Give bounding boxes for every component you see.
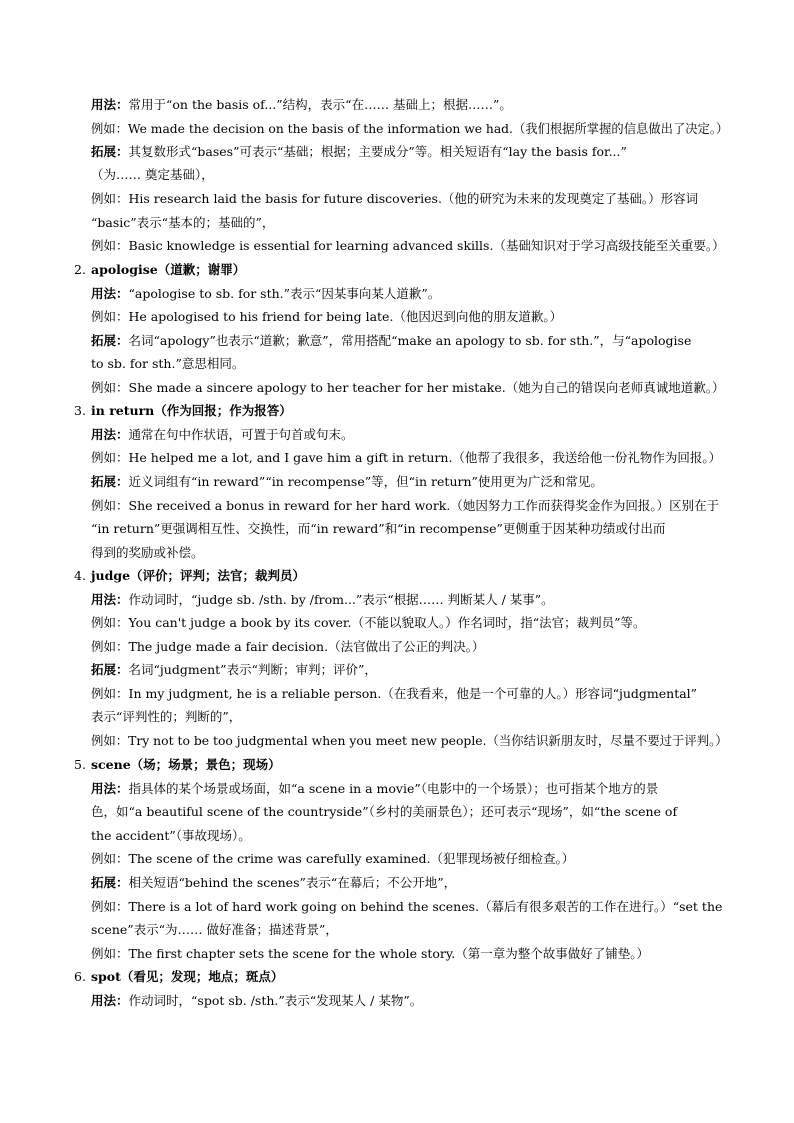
example-label: 例如：: [91, 450, 129, 465]
example-line: [91, 685, 697, 703]
expansion-label: 拓展：: [91, 474, 129, 489]
usage-text: 通常在句中作状语，可置于句首或句末。: [128, 427, 354, 442]
example-text: He helped me a lot, and I gave him a gift in return.（他帮了我很多，我送给他一份礼物作为回报。）: [128, 450, 722, 465]
example-label: 例如：: [91, 121, 128, 136]
example-cont: “basic”表示“基本的；基础的”，: [91, 215, 275, 230]
example-line: [91, 614, 646, 632]
example-line: [91, 850, 574, 868]
headword: spot: [91, 969, 121, 984]
example-text: The first chapter sets the scene for the whole story.（第一章为整个故事做好了铺垫。）: [128, 946, 650, 961]
headword: in return: [91, 403, 155, 418]
usage-text: 指具体的某个场景或场面，如“a scene in a movie”（电影中的一个场景）；也可指某个地方的景: [128, 781, 659, 796]
entry-heading: [91, 402, 292, 420]
expansion-text: 近义词组有“in reward”“in recompense”等，但“in return”使用更为广泛和常见。: [128, 474, 603, 489]
example-line: [91, 190, 698, 208]
usage-line: [91, 591, 554, 609]
expansion-label: 拓展：: [91, 333, 129, 348]
example-text: The judge made a fair decision.（法官做出了公正的判决。）: [128, 639, 485, 654]
example-line: [91, 120, 728, 138]
example-label: 例如：: [91, 191, 129, 206]
headword-meaning: （道歉；谢罪）: [157, 262, 246, 277]
usage-text: 作动词时，“judge sb. /sth. by /from...”表示“根据…… 判断某人 / 某事”。: [128, 592, 554, 607]
example-line: [91, 449, 721, 467]
example-cont: scene”表示“为…… 做好准备；描述背景”，: [91, 922, 338, 937]
example-label: 例如：: [91, 615, 129, 630]
example-text: We made the decision on the basis of the information we had.（我们根据所掌握的信息做出了决定。）: [127, 121, 729, 136]
example-label: 例如：: [91, 238, 129, 253]
example-text: You can't judge a book by its cover.（不能以貌取人。）作名词时，指“法官；裁判员”等。: [128, 615, 646, 630]
usage-label: 用法：: [91, 427, 129, 442]
usage-line: [91, 992, 422, 1010]
example-text: There is a lot of hard work going on behind the scenes.（幕后有很多艰苦的工作在进行。）“set the: [128, 899, 723, 914]
expansion-line: [91, 143, 627, 161]
expansion-cont: to sb. for sth.”意思相同。: [91, 356, 245, 371]
example-text: The scene of the crime was carefully examined.（犯罪现场被仔细检查。）: [128, 851, 575, 866]
expansion-label: 拓展：: [91, 875, 129, 890]
expansion-text: 其复数形式“bases”可表示“基础；根据；主要成分”等。相关短语有“lay the basis for...”: [128, 144, 627, 159]
usage-label: 用法：: [91, 781, 129, 796]
usage-text: 作动词时，“spot sb. /sth.”表示“发现某人 / 某物”。: [128, 993, 423, 1008]
expansion-label: 拓展：: [91, 662, 129, 677]
example-cont: 得到的奖励或补偿。: [91, 545, 204, 560]
expansion-label: 拓展：: [91, 144, 129, 159]
headword-meaning: （评价；评判；法官；裁判员）: [130, 568, 306, 583]
example-line: [91, 379, 724, 397]
example-text: His research laid the basis for future discoveries.（他的研究为未来的发现奠定了基础。）形容词: [128, 191, 699, 206]
expansion-line: [91, 874, 456, 892]
usage-label: 用法：: [91, 993, 129, 1008]
example-line: [91, 237, 725, 255]
expansion-line: [91, 473, 603, 491]
usage-cont: the accident”（事故现场）。: [91, 828, 251, 843]
example-label: 例如：: [91, 686, 129, 701]
example-line: [91, 732, 728, 750]
entry-number: 6.: [74, 969, 86, 984]
entry-number: 5.: [74, 757, 86, 772]
example-line: [91, 945, 649, 963]
usage-text: 常用于“on the basis of...”结构，表示“在…… 基础上；根据……”。: [128, 97, 512, 112]
example-label: 例如：: [91, 733, 129, 748]
example-line: [91, 898, 722, 916]
entry-heading: [91, 567, 305, 585]
entry-heading: [91, 261, 245, 279]
example-label: 例如：: [91, 899, 129, 914]
headword: apologise: [91, 262, 158, 277]
example-label: 例如：: [91, 946, 129, 961]
example-line: [91, 497, 719, 515]
usage-line: [91, 96, 512, 114]
headword: scene: [91, 757, 131, 772]
example-text: She made a sincere apology to her teacher for her mistake.（她为自己的错误向老师真诚地道歉。）: [128, 380, 725, 395]
usage-label: 用法：: [91, 592, 129, 607]
entry-number: 3.: [74, 403, 86, 418]
usage-label: 用法：: [91, 286, 129, 301]
expansion-text: 名词“judgment”表示“判断；审判；评价”，: [128, 662, 377, 677]
usage-line: [91, 426, 354, 444]
headword: judge: [91, 568, 131, 583]
headword-meaning: （作为回报；作为报答）: [154, 403, 292, 418]
entry-heading: [91, 756, 281, 774]
entry-number: 2.: [74, 262, 86, 277]
headword-meaning: （场；场景；景色；现场）: [130, 757, 281, 772]
example-label: 例如：: [91, 309, 129, 324]
expansion-text: 相关短语“behind the scenes”表示“在幕后；不公开地”，: [128, 875, 457, 890]
example-text: She received a bonus in reward for her hard work.（她因努力工作而获得奖金作为回报。）区别在于: [128, 498, 720, 513]
usage-label: 用法：: [91, 97, 129, 112]
example-label: 例如：: [91, 851, 129, 866]
example-text: Try not to be too judgmental when you meet new people.（当你结识新朋友时，尽量不要过于评判。）: [128, 733, 728, 748]
example-text: He apologised to his friend for being late.（他因迟到向他的朋友道歉。）: [128, 309, 563, 324]
example-label: 例如：: [91, 498, 129, 513]
expansion-line: [91, 661, 377, 679]
example-label: 例如：: [91, 639, 129, 654]
entry-number: 4.: [74, 568, 86, 583]
headword-meaning: （看见；发现；地点；斑点）: [120, 969, 284, 984]
entry-heading: [91, 968, 283, 986]
example-text: Basic knowledge is essential for learning advanced skills.（基础知识对于学习高级技能至关重要。）: [128, 238, 725, 253]
example-line: [91, 308, 562, 326]
usage-text: “apologise to sb. for sth.”表示“因某事向某人道歉”。: [128, 286, 441, 301]
example-cont: “in return”更强调相互性、交换性，而“in reward”和“in recompense”更侧重于因某种功绩或付出而: [91, 521, 666, 536]
usage-line: [91, 780, 658, 798]
usage-line: [91, 285, 440, 303]
expansion-line: [91, 332, 691, 350]
expansion-text: 名词“apology”也表示“道歉；歉意”，常用搭配“make an apology to sb. for sth.”，与“apologise: [128, 333, 692, 348]
example-label: 例如：: [91, 380, 129, 395]
expansion-cont: （为…… 奠定基础），: [91, 167, 214, 182]
example-text: In my judgment, he is a reliable person.（在我看来，他是一个可靠的人。）形容词“judgmental”: [128, 686, 698, 701]
example-cont: 表示“评判性的；判断的”，: [91, 709, 242, 724]
usage-cont: 色，如“a beautiful scene of the countryside”（乡村的美丽景色）；还可表示“现场”，如“the scene of: [91, 804, 678, 819]
example-line: [91, 638, 484, 656]
